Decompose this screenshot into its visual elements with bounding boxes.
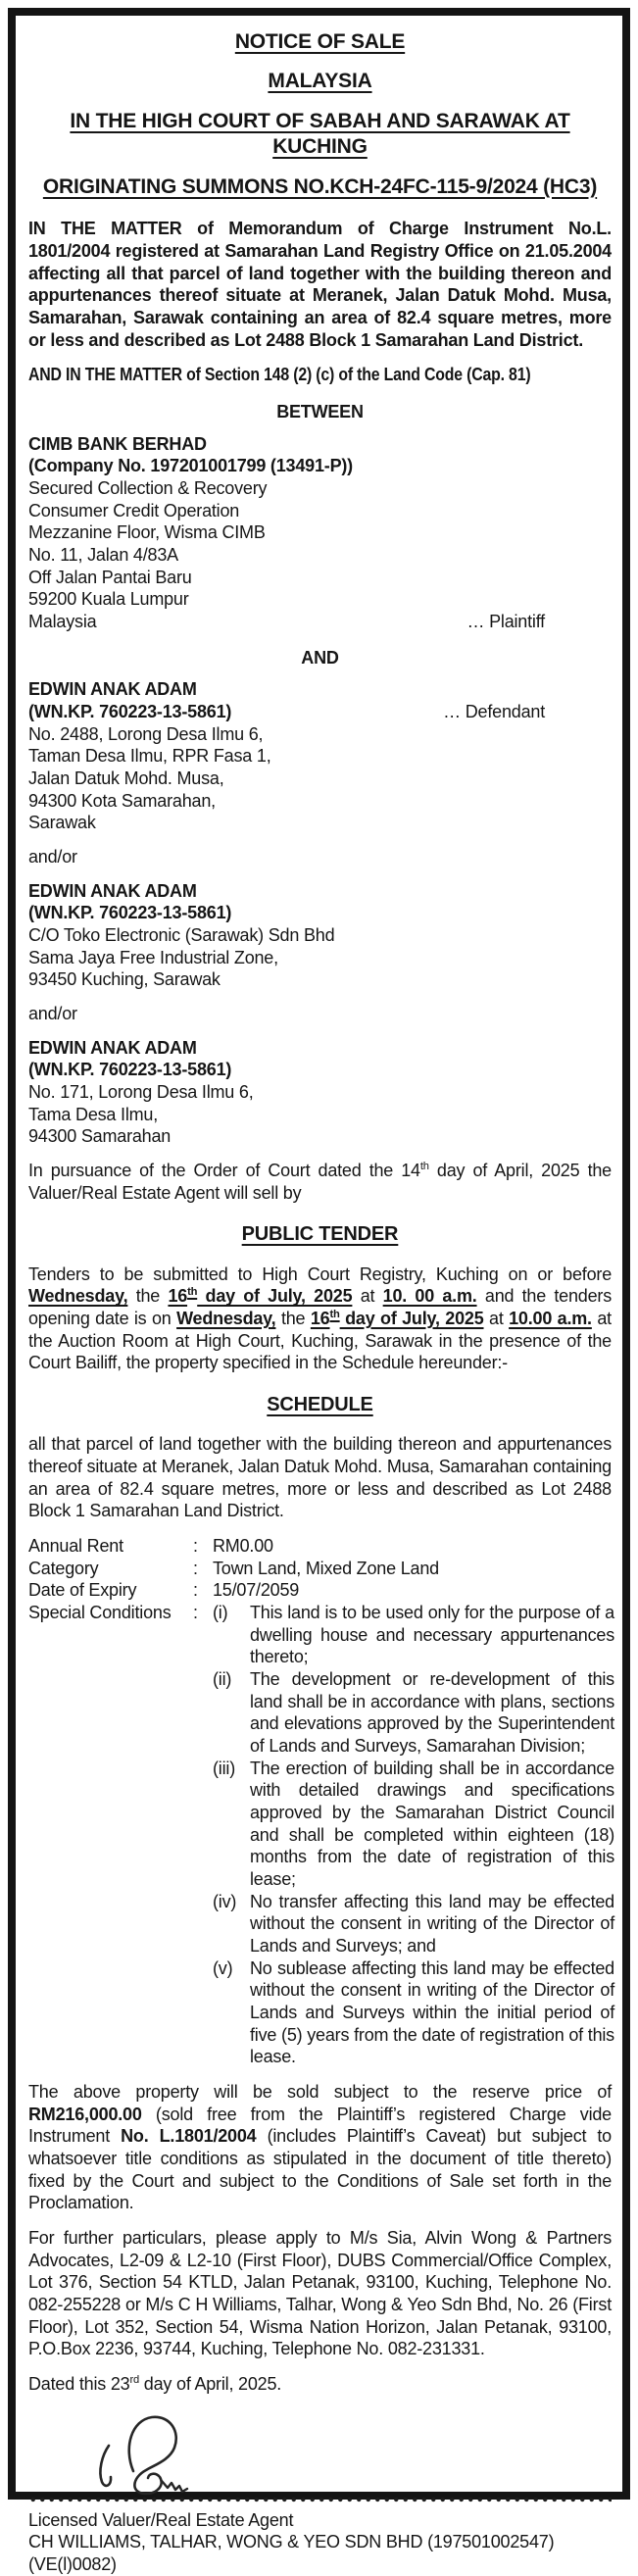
condition-number: (ii) — [213, 1668, 232, 1689]
special-conditions-list — [213, 1602, 614, 2068]
signature-block — [28, 2408, 612, 2576]
condition-text: No transfer affecting this land may be effected without the consent in writing of the Director of Lands and Surveys; and — [250, 1891, 614, 1956]
condition-text: This land is to be used only for the purpose of a dwelling house and necessary appurtenances thereto; — [250, 1602, 614, 1667]
schedule-value: 15/07/2059 — [213, 1580, 300, 1601]
defendant1-address-line: 94300 Kota Samarahan, — [28, 790, 216, 811]
defendant1-role: … Defendant — [443, 702, 545, 722]
schedule-row-category — [28, 1558, 612, 1580]
defendant2-name: EDWIN ANAK ADAM — [28, 880, 197, 901]
matter-paragraph-2 — [28, 364, 612, 386]
plaintiff-name: CIMB BANK BERHAD — [28, 433, 207, 454]
defendant1-role-line — [28, 701, 612, 723]
doc-summons-no: ORIGINATING SUMMONS NO.KCH-24FC-115-9/2024 (HC3) — [42, 174, 598, 198]
plaintiff-company-no: (Company No. 197201001799 (13491-P)) — [28, 456, 353, 476]
defendant2-address-line: C/O Toko Electronic (Sarawak) Sdn Bhd — [28, 925, 335, 946]
schedule-description: all that parcel of land together with the building thereon and appurtenances thereof situate at Meranek, Jalan Datuk Mohd. Musa, Samarahan containing an area of 82.4 square metres, more or less and described as Lot 2488 Block 1 Samarahan Land District. — [28, 1434, 612, 1521]
plaintiff-address-line: Consumer Credit Operation — [28, 500, 240, 520]
condition-text: The development or re-development of this land shall be in accordance with plans, sections and elevations approved by the Superintendent of Lands and Surveys, Samarahan Division; — [250, 1668, 614, 1756]
plaintiff-address-line: Mezzanine Floor, Wisma CIMB — [28, 522, 266, 543]
schedule-row-annual-rent — [28, 1535, 612, 1558]
schedule-label: Special Conditions — [28, 1602, 172, 1622]
schedule-heading: SCHEDULE — [267, 1394, 373, 1416]
colon: : — [193, 1602, 198, 1622]
condition-item — [213, 1668, 614, 1758]
doc-court-line: IN THE HIGH COURT OF SABAH AND SARAWAK AT KUCHING — [70, 109, 570, 159]
defendant-block-1 — [28, 678, 612, 834]
defendant2-address-line: 93450 Kuching, Sarawak — [28, 969, 221, 990]
condition-number: (iii) — [213, 1758, 235, 1778]
between-label: BETWEEN — [276, 401, 364, 421]
defendant1-address-line: Sarawak — [28, 813, 96, 833]
defendant3-name: EDWIN ANAK ADAM — [28, 1037, 197, 1058]
matter-paragraph-2-text: AND IN THE MATTER of Section 148 (2) (c) of the Land Code (Cap. 81) — [28, 365, 531, 385]
plaintiff-role: … Plaintiff — [466, 612, 545, 632]
further-particulars-paragraph: For further particulars, please apply to M/s Sia, Alvin Wong & Partners Advocates, L2-09 & L2-10 (First Floor), DUBS Commercial/Office Complex, Lot 376, Section 54 KTLD, Jalan Petanak, 93100, Kuching, Telephone No. 082-255228 or M/s C H Williams, Talhar, Wong & Yeo Sdn Bhd, No. 26 (First Floor), Lot 352, Section 54, Wisma Nation Horizon, Jalan Petanak, 93100, P.O.Box 2236, 93744, Kuching, Telephone No. 082-231331. — [28, 2228, 612, 2359]
doc-country: MALAYSIA — [268, 70, 372, 93]
condition-item — [213, 1758, 614, 1891]
colon: : — [193, 1535, 198, 1556]
defendant3-address-line: Tama Desa Ilmu, — [28, 1104, 159, 1124]
condition-number: (v) — [213, 1957, 233, 1978]
condition-number: (i) — [213, 1602, 228, 1622]
matter-paragraph-1: IN THE MATTER of Memorandum of Charge Instrument No.L. 1801/2004 registered at Samarahan Land Registry Office on 21.05.2004 affecting all that parcel of land together with the building thereon and appurtenances thereof situate at Meranek, Jalan Datuk Mohd. Musa, Samarahan, Sarawak containing an area of 82.4 square metres, more or less and described as Lot 2488 Block 1 Samarahan Land District. — [28, 219, 612, 350]
defendant2-id: (WN.KP. 760223-13-5861) — [28, 903, 232, 923]
reserve-price-paragraph: The above property will be sold subject to the reserve price of RM216,000.00 (sold free from the Plaintiff’s registered Charge vide Instrument No. L.1801/2004 (includes Plaintiff’s Caveat) but subject to whatsoever title conditions as stipulated in the document of title thereto) fixed by the Court and subject to the Conditions of Sale set forth in the Proclamation. — [28, 2082, 612, 2213]
colon: : — [193, 1558, 198, 1578]
signatory-title: Licensed Valuer/Real Estate Agent — [28, 2509, 294, 2530]
andor-label-2: and/or — [28, 1004, 77, 1024]
defendant1-address-line: No. 2488, Lorong Desa Ilmu 6, — [28, 723, 264, 744]
doc-title: NOTICE OF SALE — [234, 30, 406, 53]
defendant3-address-line: 94300 Samarahan — [28, 1126, 172, 1147]
plaintiff-block — [28, 433, 612, 633]
dated-line: Dated this 23rd day of April, 2025. — [28, 2374, 282, 2395]
condition-text: No sublease affecting this land may be effected without the consent in writing of the Director of Lands and Surveys within the initial period of five (5) years from the date of registration of this lease. — [250, 1957, 614, 2067]
schedule-label: Annual Rent — [28, 1535, 123, 1556]
condition-item — [213, 1957, 614, 2068]
and-label: AND — [301, 647, 339, 668]
plaintiff-country: Malaysia — [28, 612, 97, 632]
condition-number: (iv) — [213, 1891, 237, 1911]
plaintiff-address-line: Secured Collection & Recovery — [28, 477, 268, 498]
plaintiff-address-line: No. 11, Jalan 4/83A — [28, 545, 178, 565]
andor-label-1: and/or — [28, 847, 77, 867]
defendant2-address-line: Sama Jaya Free Industrial Zone, — [28, 947, 278, 967]
pursuance-paragraph: In pursuance of the Order of Court dated the 14th day of April, 2025 the Valuer/Real Estate Agent will sell by — [28, 1161, 612, 1203]
defendant3-id: (WN.KP. 760223-13-5861) — [28, 1060, 232, 1080]
plaintiff-role-line — [28, 611, 612, 633]
condition-text: The erection of building shall be in accordance with detailed drawings and specifications approved by the Samarahan District Council and shall be completed within eighteen (18) months from the date of registration of this lease; — [250, 1758, 614, 1889]
defendant3-address-line: No. 171, Lorong Desa Ilmu 6, — [28, 1082, 254, 1103]
signatory-company: CH WILLIAMS, TALHAR, WONG & YEO SDN BHD (197501002547) (VE(l)0082) — [28, 2532, 555, 2575]
schedule-row-special-conditions — [28, 1602, 612, 2068]
defendant1-address-line: Jalan Datuk Mohd. Musa, — [28, 768, 224, 789]
defendant1-address-line: Taman Desa Ilmu, RPR Fasa 1, — [28, 746, 271, 767]
colon: : — [193, 1580, 198, 1601]
notice-document — [8, 8, 630, 2575]
schedule-row-date-of-expiry — [28, 1579, 612, 1602]
signature-dotted-line — [28, 2497, 612, 2502]
public-tender-heading: PUBLIC TENDER — [241, 1223, 399, 1246]
defendant-block-2 — [28, 880, 612, 991]
schedule-label: Category — [28, 1558, 99, 1578]
plaintiff-address-line: Off Jalan Pantai Baru — [28, 567, 192, 587]
tender-paragraph: Tenders to be submitted to High Court Registry, Kuching on or before Wednesday, the 16th day of July, 2025 at 10. 00 a.m. and the tenders opening date is on Wednesday, the 16th day of July, 2025 at 10.00 a.m. at the Auction Room at High Court, Kuching, Sarawak in the presence of the Court Bailiff, the property specified in the Schedule hereunder:- — [28, 1263, 613, 1373]
schedule-label: Date of Expiry — [28, 1580, 137, 1601]
schedule-value: Town Land, Mixed Zone Land — [213, 1558, 439, 1578]
condition-item — [213, 1602, 614, 1668]
defendant1-id: (WN.KP. 760223-13-5861) — [28, 702, 232, 722]
defendant-block-3 — [28, 1037, 612, 1148]
plaintiff-address-line: 59200 Kuala Lumpur — [28, 589, 189, 610]
defendant1-name: EDWIN ANAK ADAM — [28, 679, 197, 700]
signature-icon — [79, 2410, 226, 2497]
schedule-value: RM0.00 — [213, 1535, 273, 1556]
condition-item — [213, 1891, 614, 1957]
